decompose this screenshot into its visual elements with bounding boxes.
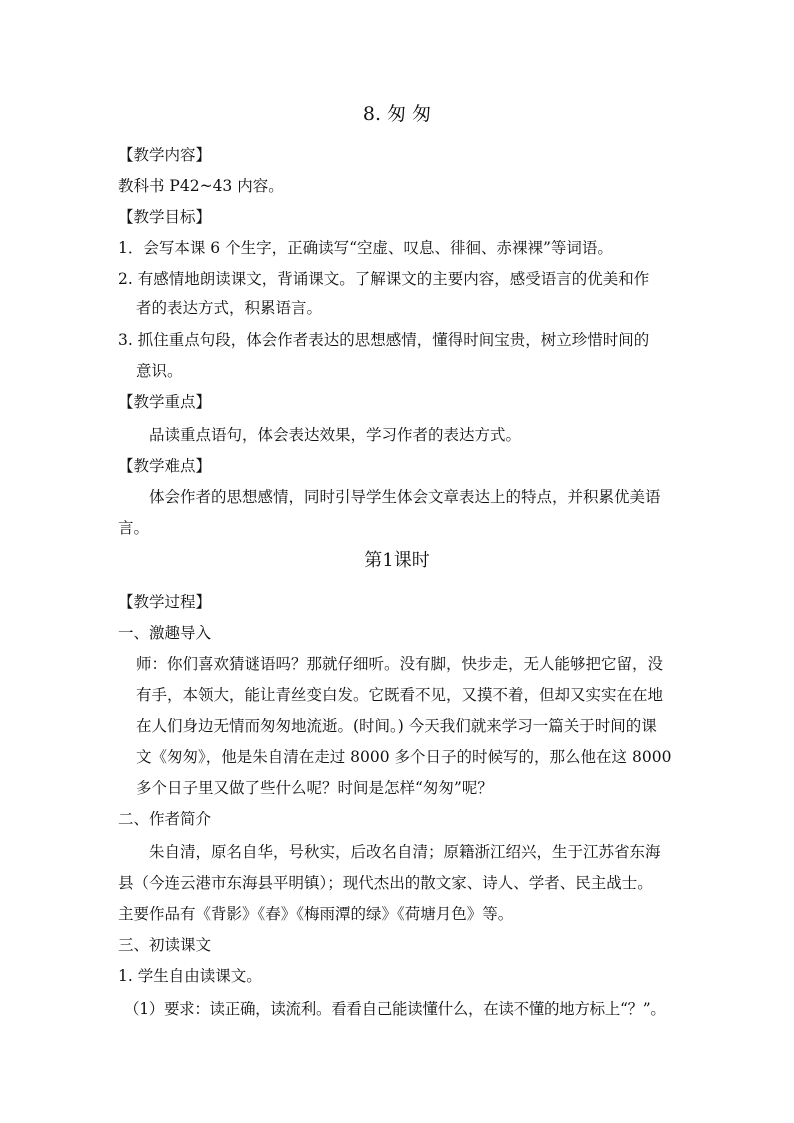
part1-heading: 一、激趣导入: [118, 624, 212, 642]
section-heading-process: 【教学过程】: [118, 593, 212, 611]
section-heading-difficulties: 【教学难点】: [118, 457, 212, 475]
difficulties-line-2: 言。: [118, 519, 150, 537]
objective-item-2-line-1: 2. 有感情地朗读课文，背诵课文。了解课文的主要内容，感受语言的优美和作: [118, 270, 650, 288]
section-heading-content: 【教学内容】: [118, 146, 212, 164]
objective-item-3-line-2: 意识。: [136, 362, 183, 380]
content-text: 教科书 P42~43 内容。: [118, 177, 284, 195]
part3-heading: 三、初读课文: [118, 936, 212, 954]
document-title: 8. 匆 匆: [362, 103, 432, 125]
key-points-text: 品读重点语句，体会表达效果，学习作者的表达方式。: [149, 426, 522, 444]
part1-line-2: 有手，本领大，能让青丝变白发。它既看不见，又摸不着，但却又实实在在地: [136, 686, 664, 704]
part3-requirement: （1）要求：读正确，读流利。看看自己能读懂什么，在读不懂的地方标上“？”。: [124, 1000, 666, 1018]
section-heading-key-points: 【教学重点】: [118, 393, 212, 411]
part1-line-5: 多个日子里又做了些什么呢？时间是怎样“匆匆”呢？: [136, 779, 493, 797]
part2-line-1: 朱自清，原名自华，号秋实，后改名自清；原籍浙江绍兴，生于江苏省东海: [149, 843, 661, 861]
lesson-title: 第1课时: [364, 550, 430, 571]
difficulties-line-1: 体会作者的思想感情，同时引导学生体会文章表达上的特点，并积累优美语: [149, 488, 661, 506]
part2-line-2: 县（今连云港市东海县平明镇）；现代杰出的散文家、诗人、学者、民主战士。: [118, 874, 653, 892]
part2-heading: 二、作者简介: [118, 810, 212, 828]
objective-item-1: 1．会写本课 6 个生字，正确读写“空虚、叹息、徘徊、赤裸裸”等词语。: [118, 239, 613, 257]
objective-item-2-line-2: 者的表达方式，积累语言。: [136, 299, 323, 317]
part1-line-3: 在人们身边无情而匆匆地流逝。(时间。) 今天我们就来学习一篇关于时间的课: [136, 717, 657, 735]
part1-line-4: 文《匆匆》，他是朱自清在走过 8000 多个日子的时候写的，那么他在这 8000: [136, 748, 672, 766]
part2-line-3: 主要作品有《背影》《春》《梅雨潭的绿》《荷塘月色》等。: [118, 905, 514, 923]
part1-line-1: 师：你们喜欢猜谜语吗？那就仔细听。没有脚，快步走，无人能够把它留，没: [136, 655, 664, 673]
section-heading-objectives: 【教学目标】: [118, 208, 212, 226]
part3-step-1: 1. 学生自由读课文。: [118, 967, 262, 985]
objective-item-3-line-1: 3. 抓住重点句段，体会作者表达的思想感情，懂得时间宝贵，树立珍惜时间的: [118, 331, 650, 349]
